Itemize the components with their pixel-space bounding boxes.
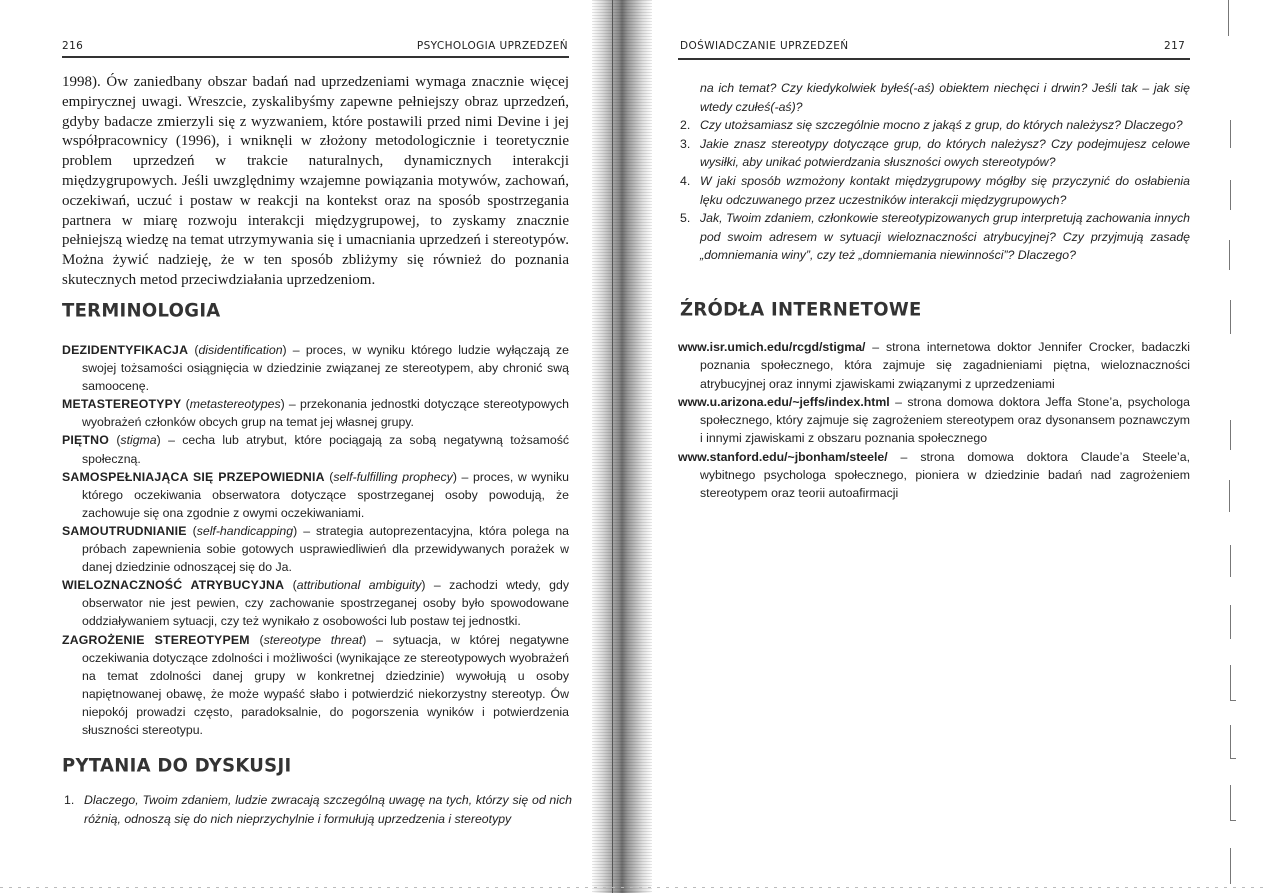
glossary-entry: SAMOUTRUDNIANIE (self-handicapping) – strategia autoprezentacyjna, która polega na próbach zapewnienia sobie gotowych usprawiedliwień dla przewidywanych porażek w danej dziedzinie odnoszącej się do Ja.: [62, 523, 570, 575]
question-number: 2.: [680, 118, 691, 133]
glossary-term: METASTEREOTYPY: [62, 397, 182, 412]
header-rule-right: [678, 58, 1190, 60]
glossary-entry: ZAGROŻENIE STEREOTYPEM (stereotype threat) – sytuacja, w której negatywne oczekiwania dotyczące zdolności i możliwości (wynikające ze stereotypowych wyobrażeń na temat zdolności danej grupy w konkretnej dziedzinie) wywołują u osoby napiętnowanej obawę, że może wypaść słabo i potwierdzić niekorzystny stereotyp. Ów niepokój prowadzi często, paradoksalnie, do pogorszenia wyników i potwierdzenia słuszności stereotypu.: [62, 632, 569, 737]
discussion-question-continued: [678, 79, 1190, 116]
running-header-right: DOŚWIADCZANIE UPRZEDZEŃ: [680, 40, 849, 52]
page-number-right: 217: [1164, 40, 1186, 52]
source-entry: www.isr.umich.edu/rcgd/stigma/ – strona internetowa doktor Jennifer Crocker, badaczki poznania społecznego, która zajmuje się zagadnieniami piętna, wieloznaczności atrybucyjnej oraz innymi zjawiskami związanymi z uprzedzeniami: [678, 340, 1190, 391]
scan-artifact: [1229, 480, 1230, 512]
glossary-english: stigma: [120, 433, 157, 448]
glossary-definition: proces, w wyniku którego ludzie wyłączają ze swojej tożsamości osiągnięcia w dziedzinie związanej ze stereotypem, aby chronić swą samoocenę.: [82, 343, 570, 394]
question-text: na ich temat? Czy kiedykolwiek byłeś(-aś) obiektem niechęci i drwin? Jeśli tak – jak się wtedy czułeś(-aś)?: [700, 81, 1190, 114]
glossary-entry: METASTEREOTYPY (metastereotypes) – przekonania jednostki dotyczące stereotypowych wyobrażeń członków obcych grup na temat jej własnej grupy.: [62, 397, 569, 430]
glossary-term: SAMOUTRUDNIANIE: [62, 523, 187, 538]
scan-artifact: [1230, 545, 1231, 577]
scan-artifact: [1230, 785, 1231, 821]
scan-artifact: [1228, 0, 1229, 36]
running-header-left: PSYCHOLOGIA UPRZEDZEŃ: [416, 40, 568, 52]
glossary-english: metastereotypes: [189, 397, 281, 412]
question-text: Dlaczego, Twoim zdaniem, ludzie zwracają szczególną uwagę na tych, którzy się od nich różnią, odnoszą się do nich nieprzychylnie i formułują uprzedzenia i stereotypy: [84, 793, 572, 826]
discussion-question: [678, 209, 1190, 265]
source-entry: www.stanford.edu/~jbonham/steele/ – strona domowa doktora Claude’a Steele’a, wybitnego psychologa społecznego, pioniera w dziedzinie badań nad zagrożeniem stereotypem oraz teorii autoafirmacji: [678, 449, 1190, 501]
source-url: www.isr.umich.edu/rcgd/stigma/: [678, 340, 866, 354]
glossary-definition: cecha lub atrybut, które pociągają za sobą negatywną tożsamość społeczną.: [82, 433, 569, 466]
source-description: strona domowa doktora Jeffa Stone’a, psychologa społecznego, który zajmuje się zagrożeniem stereotypem oraz dysonansem poznawczym i innymi zjawiskami z obszaru poznania społecznego: [700, 394, 1190, 446]
glossary-term: SAMOSPEŁNIAJĄCA SIĘ PRZEPOWIEDNIA: [62, 469, 325, 484]
source-url: www.stanford.edu/~jbonham/steele/: [678, 449, 888, 464]
question-number: 1.: [64, 793, 75, 807]
scan-artifact: [1230, 700, 1236, 701]
question-number: 3.: [680, 136, 691, 151]
scan-artifact: [1230, 848, 1231, 884]
scan-artifact: [1230, 758, 1236, 759]
glossary-english: self-fulfilling prophecy: [333, 469, 453, 484]
scan-bottom-edge: [0, 887, 1264, 888]
source-description: strona internetowa doktor Jennifer Crocker, badaczki poznania społecznego, która zajmuje się zagadnieniami piętna, wieloznaczności atrybucyjnej oraz innymi zjawiskami związanymi z uprzedzeniami: [700, 340, 1190, 391]
glossary-term: ZAGROŻENIE STEREOTYPEM: [62, 632, 250, 647]
page-number-left: 216: [62, 40, 84, 52]
scan-artifact: [1230, 605, 1231, 639]
discussion-heading: PYTANIA DO DYSKUSJI: [62, 754, 292, 777]
source-entry: www.u.arizona.edu/~jeffs/index.html – strona domowa doktora Jeffa Stone’a, psychologa społecznego, który zajmuje się zagrożeniem stereotypem oraz dysonansem poznawczym i innymi zjawiskami z obszaru poznania społecznego: [678, 394, 1190, 446]
scan-artifact: [1229, 240, 1230, 270]
scan-artifact: [1230, 300, 1231, 334]
glossary-definition: proces, w wyniku którego oczekiwania obserwatora dotyczące spostrzeganej osoby powodują, że zachowuje się ona zgodnie z owymi oczekiwaniami.: [82, 469, 569, 520]
question-text: Jak, Twoim zdaniem, członkowie stereotypizowanych grup interpretują zachowania innych pod swoim adresem w sytuacji wieloznaczności atrybucyjnej? Czy przyjmują zasadę „domniemania winy”, czy też „domniemania niewinności”? Dlaczego?: [700, 211, 1190, 263]
source-description: strona domowa doktora Claude’a Steele’a, wybitnego psychologa społecznego, pioniera w dziedzinie badań nad zagrożeniem stereotypem oraz teorii autoafirmacji: [700, 449, 1190, 501]
glossary-entry: DEZIDENTYFIKACJA (disidentification) – proces, w wyniku którego ludzie wyłączają ze swojej tożsamości osiągnięcia w dziedzinie związanej ze stereotypem, aby chronić swą samoocenę.: [62, 343, 570, 394]
glossary-term: WIELOZNACZNOŚĆ ATRYBUCYJNA: [62, 578, 285, 593]
question-number: 4.: [680, 173, 691, 188]
scan-artifact: [1230, 180, 1231, 210]
glossary-english: attributional ambiguity: [296, 578, 422, 593]
glossary-english: stereotype threat: [263, 632, 363, 647]
glossary-definition: sytuacja, w której negatywne oczekiwania dotyczące zdolności i możliwości (wynikające ze stereotypowych wyobrażeń na temat zdolności danej grupy w konkretnej dziedzinie) wywołują u osoby napiętnowanej obawę, że może wypaść słabo i potwierdzić niekorzystny stereotyp. Ów niepokój prowadzi często, paradoksalnie, do pogorszenia wyników i potwierdzenia słuszności stereotypu.: [82, 632, 569, 737]
scan-artifact: [1230, 665, 1231, 701]
question-number: 5.: [680, 211, 691, 226]
sources-heading: ŹRÓDŁA INTERNETOWE: [680, 298, 922, 321]
glossary-definition: przekonania jednostki dotyczące stereotypowych wyobrażeń członków obcych grup na temat jej własnej grupy.: [82, 397, 569, 430]
glossary-definition: zachodzi wtedy, gdy obserwator nie jest pewien, czy zachowanie spostrzeganej osoby było spowodowane oddziaływaniem sytuacji, czy też wynikało z osobowości lub postaw tej jednostki.: [82, 578, 570, 629]
discussion-question: [678, 135, 1190, 172]
discussion-questions-right: [678, 79, 1190, 265]
question-text: W jaki sposób wzmożony kontakt międzygrupowy mógłby się przyczynić do osłabienia lęku odczuwanego przez uczestników interakcji międzygrupowych?: [700, 173, 1190, 207]
scan-artifact: [1230, 420, 1231, 450]
source-url: www.u.arizona.edu/~jeffs/index.html: [678, 394, 890, 409]
discussion-question: [678, 116, 1190, 135]
scan-artifact: [1230, 120, 1231, 148]
internet-sources-list: [678, 338, 1190, 503]
glossary-entry: WIELOZNACZNOŚĆ ATRYBUCYJNA (attributional ambiguity) – zachodzi wtedy, gdy obserwator nie jest pewien, czy zachowanie spostrzeganej osoby było spowodowane oddziaływaniem sytuacji, czy też wynikało z osobowości lub postaw tej jednostki.: [62, 578, 570, 629]
glossary-term: DEZIDENTYFIKACJA: [62, 343, 189, 357]
scan-artifact: [1230, 820, 1236, 821]
glossary-english: self-handicapping: [196, 523, 294, 538]
question-text: Czy utożsamiasz się szczególnie mocno z jakąś z grup, do których należysz? Dlaczego?: [700, 118, 1183, 133]
glossary-english: disidentification: [198, 343, 283, 357]
glossary-term: PIĘTNO: [62, 433, 109, 448]
discussion-question: [678, 172, 1190, 209]
scan-artifact: [1230, 725, 1231, 759]
question-text: Jakie znasz stereotypy dotyczące grup, do których należysz? Czy podejmujesz celowe wysiłki, aby unikać potwierdzania słuszności owych stereotypów?: [700, 136, 1190, 170]
intro-paragraph: 1998). Ów zaniedbany obszar badań nad uprzedzeniami wymaga znacznie więcej empirycznej uwagi. Wreszcie, zyskalibyśmy zapewne pełniejszy obraz uprzedzeń, gdyby badacze zmierzyli się z wyzwaniem, które postawili przed nimi Devine i jej współpracownicy (1996), i wniknęli w złożony metodologicznie i teoretycznie problem uprzedzeń w trakcie naturalnych, dynamicznych interakcji międzygrupowych. Jeśli uwzględnimy wzajemne powiązania motywów, zachowań, oczekiwań, uczuć i postaw w reakcji na kontekst oraz na sposób spostrzegania partnera w miarę rozwoju interakcji międzygrupowej, to zyskamy znacznie pełniejszą wiedzę na temat utrzymywania się i umacniania uprzedzeń i stereotypów. Można żywić nadzieję, że w ten sposób zbliżymy się również do poznania skutecznych metod przeciwdziałania uprzedzeniom.: [62, 74, 569, 288]
terminology-heading: TERMINOLOGIA: [62, 299, 221, 322]
glossary-definition: strategia autoprezentacyjna, która polega na próbach zapewnienia sobie gotowych usprawiedliwień dla przewidywanych porażek w danej dziedzinie odnoszącej się do Ja.: [82, 523, 570, 575]
glossary-entry: SAMOSPEŁNIAJĄCA SIĘ PRZEPOWIEDNIA (self-fulfilling prophecy) – proces, w wyniku którego oczekiwania obserwatora dotyczące spostrzeganej osoby powodują, że zachowuje się ona zgodnie z owymi oczekiwaniami.: [62, 469, 569, 520]
glossary-entry: PIĘTNO (stigma) – cecha lub atrybut, które pociągają za sobą negatywną tożsamość społeczną.: [62, 433, 569, 466]
